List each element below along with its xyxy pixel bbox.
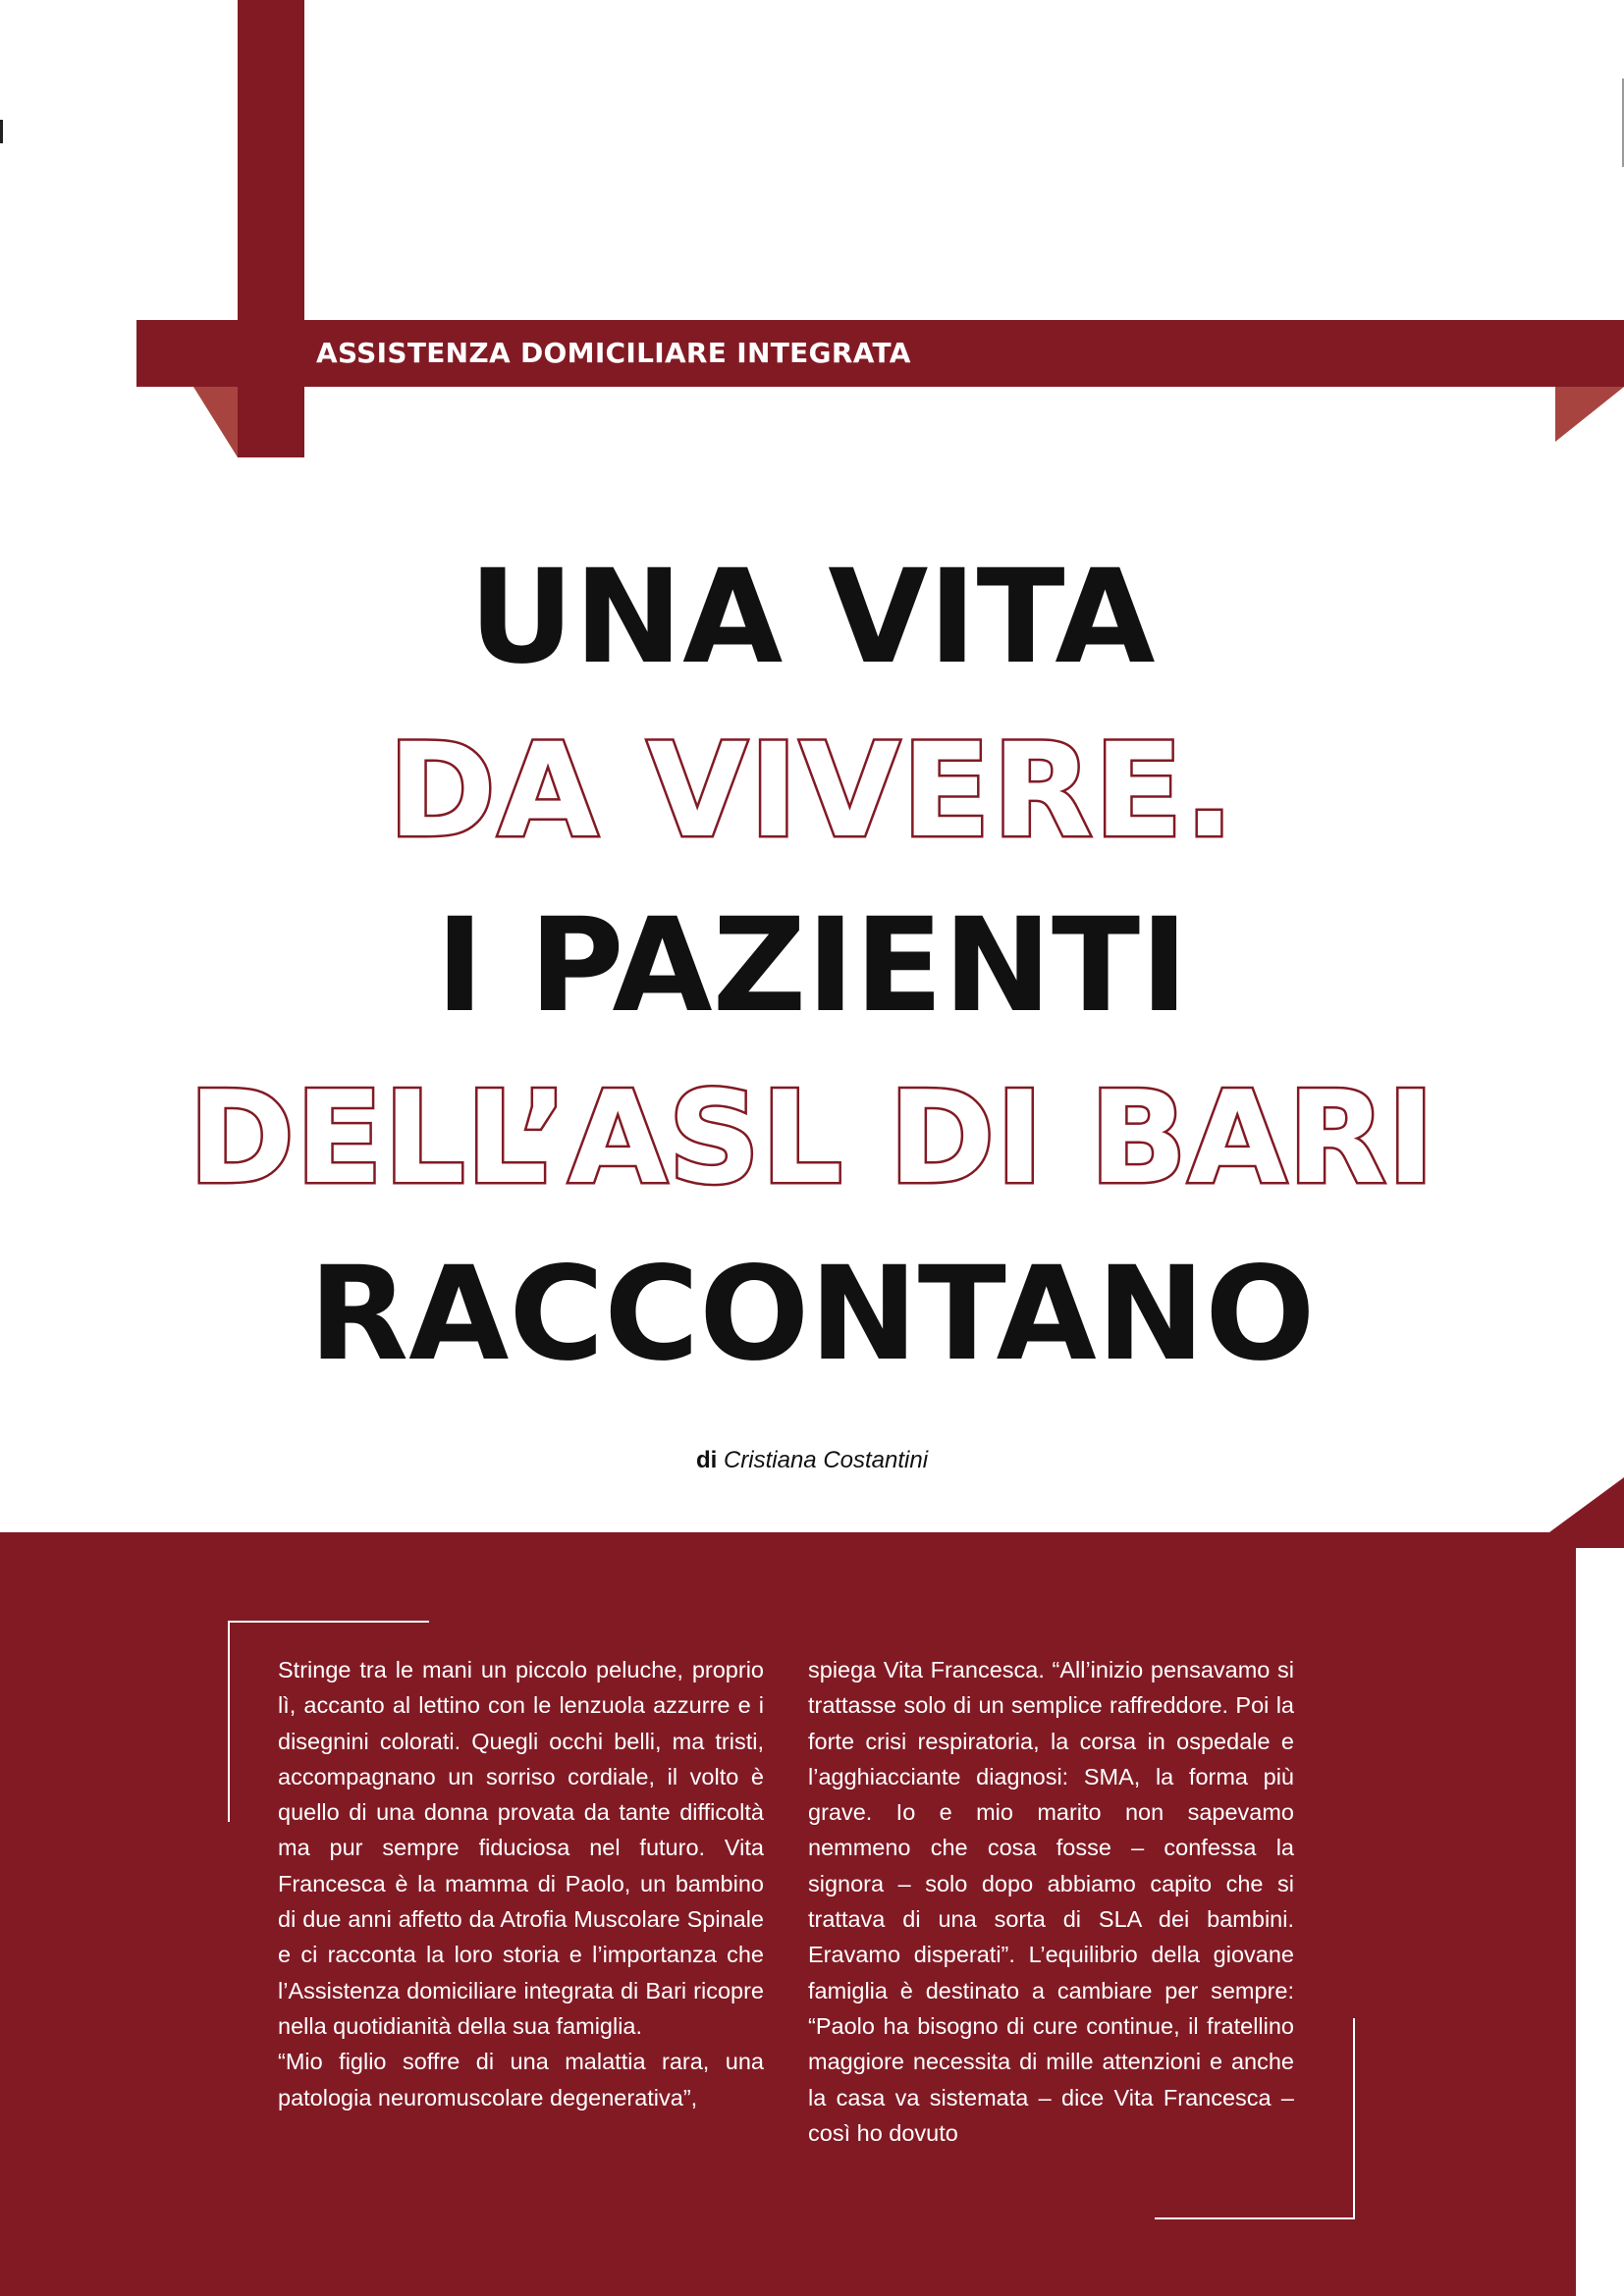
panel-corner-decoration [1549, 1477, 1624, 2296]
ribbon-fold-left [193, 387, 238, 457]
byline-author: Cristiana Costantini [723, 1447, 929, 1473]
paragraph: Stringe tra le mani un piccolo peluche, proprio lì, accanto al lettino con le lenzuola azzurre e i disegnini colorati. Quegli occhi belli, ma tristi, accompagnano un sorriso cordiale, il volto è quello di una donna provata da tante difficoltà ma pur sempre fiduciosa nel futuro. Vita Francesca è la mamma di Paolo, un bambino di due anni affetto da Atrofia Muscolare Spinale e ci racconta la loro storia e l’importanza che l’Assistenza domiciliare integrata di Bari ricopre nella quotidianità della sua famiglia. [278, 1657, 764, 2039]
frame-line-bottom [1155, 2217, 1355, 2219]
headline-line-5: RACCONTANO [308, 1239, 1316, 1390]
paragraph: spiega Vita Francesca. “All’inizio pensavamo si trattasse solo di un semplice raffreddore. Poi la forte crisi respiratoria, la corsa in ospedale e l’agghiacciante diagnosi: SMA, la forma più grave. Io e mio marito non sapevamo nemmeno che cosa fosse – confessa la signora – solo dopo abbiamo capito che si trattava di una sorta di SLA dei bambini. Eravamo disperati”. L’equilibrio della giovane famiglia è destinato a cambiare per sempre: “Paolo ha bisogno di cure continue, il fratellino maggiore necessita di mille attenzioni e anche la casa va sistemata – dice Vita Francesca – così ho dovuto [808, 1657, 1294, 2146]
headline-line-3: I PAZIENTI [435, 890, 1189, 1041]
frame-line-right [1353, 2018, 1355, 2219]
headline-line-4: DELL’ASL DI BARI [189, 1063, 1435, 1212]
article-column-1 [278, 1652, 764, 2115]
byline [0, 1447, 1624, 1474]
headline-line-1: UNA VITA [468, 542, 1156, 693]
section-label: ASSISTENZA DOMICILIARE INTEGRATA [316, 337, 911, 369]
byline-prefix: di [695, 1447, 718, 1473]
frame-line-top [228, 1621, 429, 1623]
vertical-ribbon [238, 0, 304, 457]
article-column-2 [808, 1652, 1294, 2151]
edge-crop-mark [0, 120, 3, 143]
ribbon-fold-right [1555, 387, 1624, 442]
paragraph: “Mio figlio soffre di una malattia rara, una patologia neuromuscolare degenerativa”, [278, 2049, 764, 2110]
frame-line-left [228, 1621, 230, 1822]
headline-line-2: DA VIVERE. [388, 716, 1236, 867]
